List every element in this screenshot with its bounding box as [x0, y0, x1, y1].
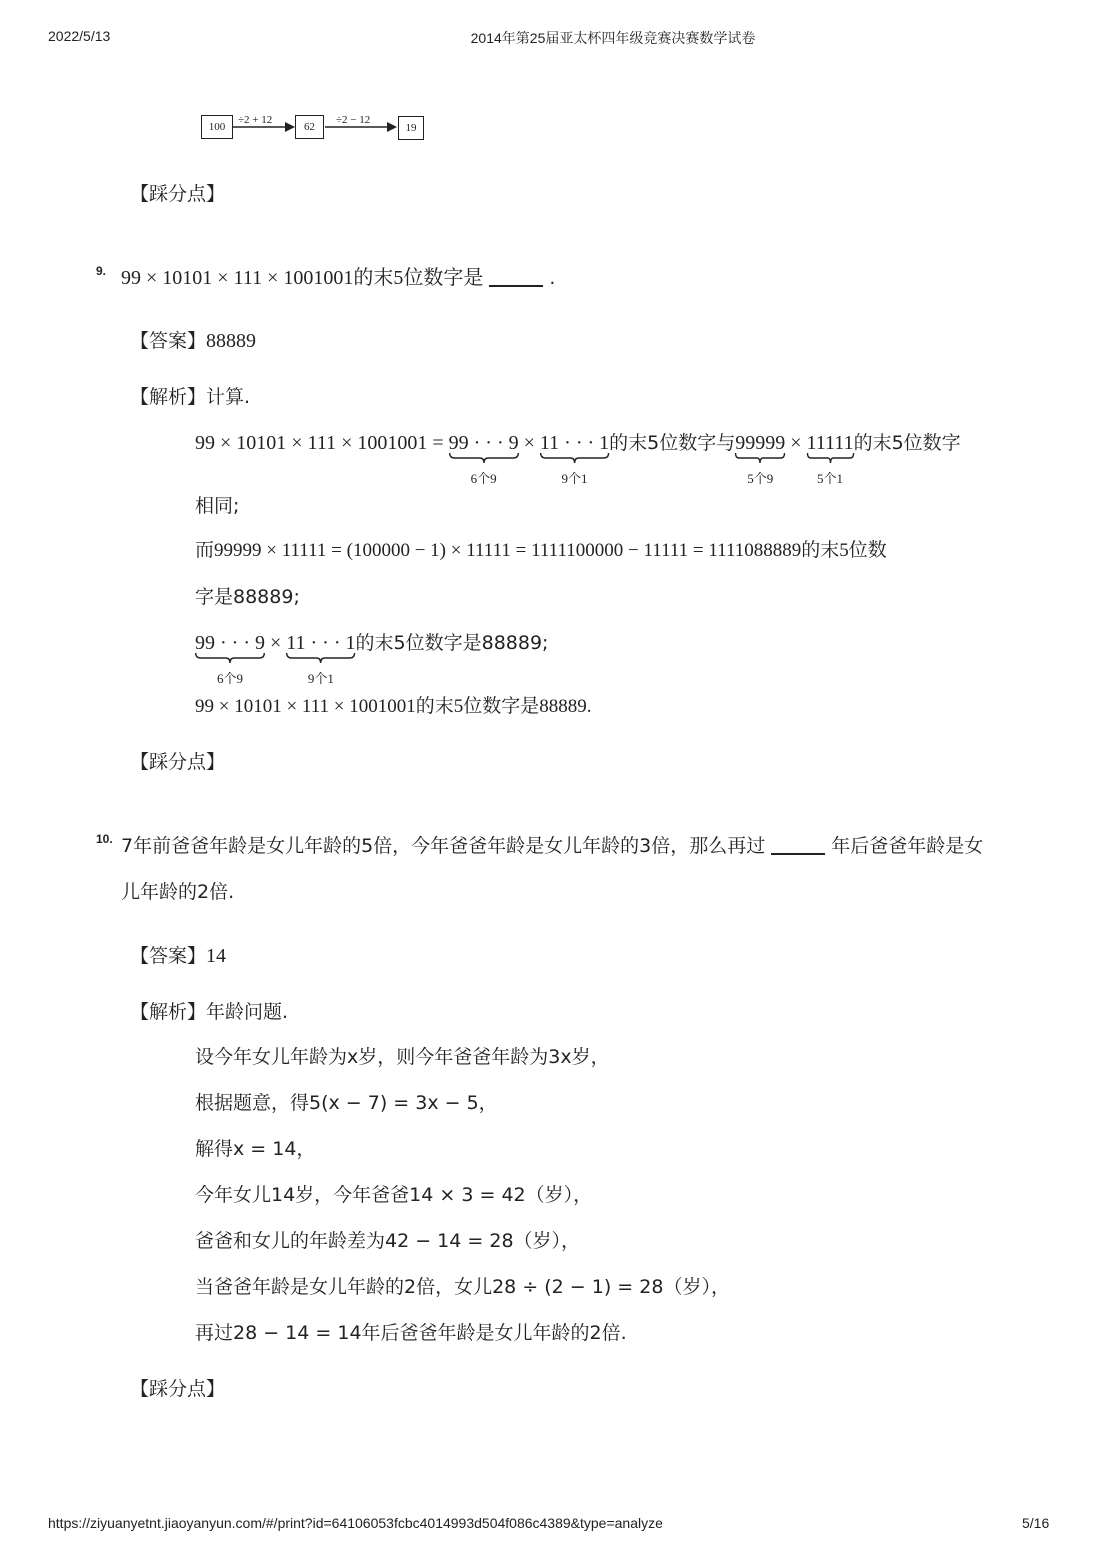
underbrace-label: 6个9 [216, 671, 243, 686]
analysis-method: 年龄问题. [206, 1001, 289, 1023]
diagram-op-1: ÷2 + 12 [238, 114, 273, 126]
answer-label: 【答案】 [130, 945, 207, 967]
footer-page-number: 5/16 [1022, 1515, 1050, 1531]
question-10-stem [121, 834, 983, 858]
solution-9-line-6: 99 × 10101 × 111 × 1001001的末5位数字是88889. [195, 696, 592, 717]
underbrace-label: 6个9 [470, 471, 497, 486]
answer-value: 88889 [206, 330, 257, 352]
solution-10-step: 根据题意，得5(x − 7) = 3x − 5， [195, 1092, 498, 1114]
underbrace-term [286, 631, 356, 686]
underbrace-term [195, 631, 265, 686]
answer-value: 14 [206, 945, 227, 967]
underbrace-label: 9个1 [307, 671, 334, 686]
times-sign: × [790, 432, 802, 454]
times-sign: × [269, 632, 282, 654]
underbrace-icon [540, 452, 609, 464]
solution-9-line-2: 相同; [195, 495, 240, 517]
answer-row-9 [130, 329, 256, 353]
underbrace-label: 9个1 [561, 471, 588, 486]
question-10-stem-cont: 儿年龄的2倍. [121, 881, 235, 903]
analysis-method: 计算. [206, 386, 251, 408]
solution-9-line-3: 而99999 × 11111 = (100000 − 1) × 11111 = 1111100000 − 11111 = 1111088889的末5位数 [195, 540, 887, 561]
arrow-right-icon [233, 121, 295, 133]
analysis-row-10 [130, 1000, 288, 1024]
header-date: 2022/5/13 [48, 28, 111, 44]
question-number-9: 9. [96, 264, 107, 278]
underbrace-term [806, 431, 854, 486]
kaofen-label: 【踩分点】 [130, 751, 226, 773]
stem-end: . [549, 267, 556, 289]
analysis-row-9 [130, 385, 250, 409]
solution-10-step: 爸爸和女儿的年龄差为42 − 14 = 28（岁）， [195, 1230, 581, 1252]
solution-9-line-1 [195, 431, 961, 486]
stem-part-b: 年后爸爸年龄是女 [831, 835, 984, 857]
question-9-stem [121, 266, 555, 290]
diagram-box-100: 100 [201, 115, 233, 139]
solution-9-line-4: 字是88889; [195, 586, 300, 608]
answer-label: 【答案】 [130, 330, 207, 352]
kaofen-label: 【踩分点】 [130, 1378, 226, 1400]
underbrace-icon [449, 452, 519, 464]
stem-part-a: 7年前爸爸年龄是女儿年龄的5倍，今年爸爸年龄是女儿年龄的3倍，那么再过 [121, 835, 766, 857]
underbrace-text: 99 · · · 9 [448, 432, 519, 454]
underbrace-term [448, 431, 519, 486]
solution-10-step: 解得x = 14， [195, 1138, 316, 1160]
equation-lhs: 99 × 10101 × 111 × 1001001 = [195, 432, 449, 454]
solution-10-step: 今年女儿14岁，今年爸爸14 × 3 = 42（岁）， [195, 1184, 593, 1206]
times-sign: × [523, 432, 535, 454]
header-title: 2014年第25届亚太杯四年级竞赛决赛数学试卷 [470, 30, 756, 46]
underbrace-label: 5个9 [747, 471, 774, 486]
solution-10-step: 设今年女儿年龄为x岁，则今年爸爸年龄为3x岁， [195, 1046, 610, 1068]
answer-row-10 [130, 944, 226, 968]
solution-9-line-5 [195, 631, 549, 686]
text-segment: 的末5位数字 [853, 432, 961, 454]
question-number-10: 10. [96, 832, 113, 846]
underbrace-text: 11111 [806, 432, 854, 454]
text-segment: 的末5位数字与 [609, 432, 736, 454]
underbrace-text: 11 · · · 1 [286, 632, 356, 654]
solution-10-step: 再过28 − 14 = 14年后爸爸年龄是女儿年龄的2倍. [195, 1322, 627, 1344]
underbrace-text: 99 · · · 9 [195, 632, 265, 654]
diagram-box-62: 62 [295, 115, 324, 139]
underbrace-icon [807, 452, 854, 464]
underbrace-label: 5个1 [817, 471, 844, 486]
underbrace-term [539, 431, 610, 486]
underbrace-icon [286, 652, 355, 664]
answer-blank [489, 267, 543, 287]
question-9-text: 99 × 10101 × 111 × 1001001的末5位数字是 [121, 267, 484, 289]
analysis-label: 【解析】 [130, 386, 207, 408]
diagram-op-2: ÷2 − 12 [336, 114, 371, 126]
solution-10-step: 当爸爸年龄是女儿年龄的2倍，女儿28 ÷ (2 − 1) = 28（岁）， [195, 1276, 730, 1298]
underbrace-text: 99999 [735, 432, 786, 454]
underbrace-term [735, 431, 786, 486]
arrow-right-icon [325, 121, 397, 133]
underbrace-icon [195, 652, 265, 664]
underbrace-text: 11 · · · 1 [539, 432, 610, 454]
text-segment: 的末5位数字是88889; [355, 632, 549, 654]
footer-url[interactable]: https://ziyuanyetnt.jiaoyanyun.com/#/print?id=64106053fcbc4014993d504f086c4389&type=analyze [48, 1515, 663, 1531]
analysis-label: 【解析】 [130, 1001, 207, 1023]
diagram-box-19: 19 [398, 116, 424, 140]
underbrace-icon [735, 452, 785, 464]
kaofen-label: 【踩分点】 [130, 183, 226, 205]
answer-blank [771, 835, 825, 855]
